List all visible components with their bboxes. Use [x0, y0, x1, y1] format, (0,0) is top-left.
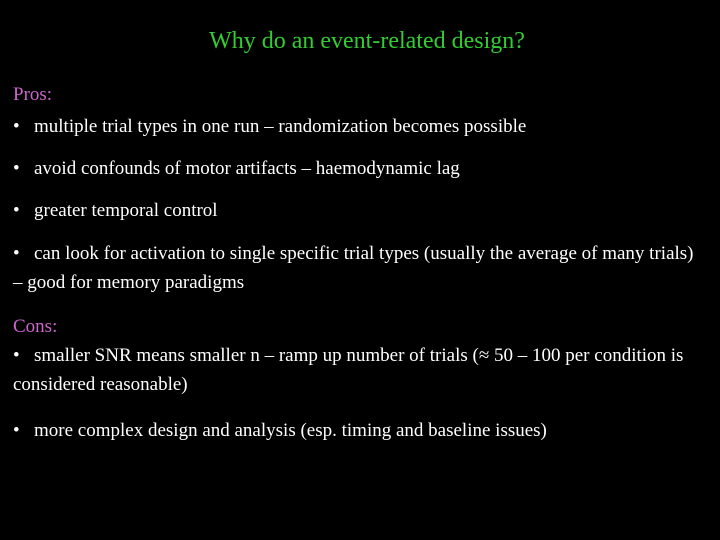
cons-bullet-1 — [13, 341, 707, 399]
pros-bullet-1 — [13, 112, 707, 141]
pros-bullet-4-text: can look for activation to single specific trial types (usually the average of many trials) – good for memory paradigms — [13, 243, 694, 293]
pros-bullet-3 — [13, 196, 707, 225]
pros-label: Pros: — [13, 84, 53, 105]
cons-bullet-2-text: more complex design and analysis (esp. timing and baseline issues) — [34, 420, 547, 441]
cons-bullet-2 — [13, 416, 707, 445]
slide-title: Why do an event-related design? — [209, 28, 525, 54]
bullet-icon: • — [13, 345, 20, 366]
pros-bullet-1-text: multiple trial types in one run – randomization becomes possible — [34, 116, 527, 137]
bullet-icon: • — [13, 158, 20, 179]
pros-bullet-3-text: greater temporal control — [34, 200, 218, 221]
bullet-icon: • — [13, 420, 20, 441]
cons-label: Cons: — [13, 316, 58, 337]
pros-bullet-4 — [13, 239, 707, 297]
bullet-icon: • — [13, 243, 20, 264]
bullet-icon: • — [13, 200, 20, 221]
bullet-icon: • — [13, 116, 20, 137]
pros-bullet-2-text: avoid confounds of motor artifacts – haemodynamic lag — [34, 158, 460, 179]
cons-bullet-1-text: smaller SNR means smaller n – ramp up number of trials (≈ 50 – 100 per condition is considered reasonable) — [13, 345, 684, 395]
pros-bullet-2 — [13, 154, 707, 183]
